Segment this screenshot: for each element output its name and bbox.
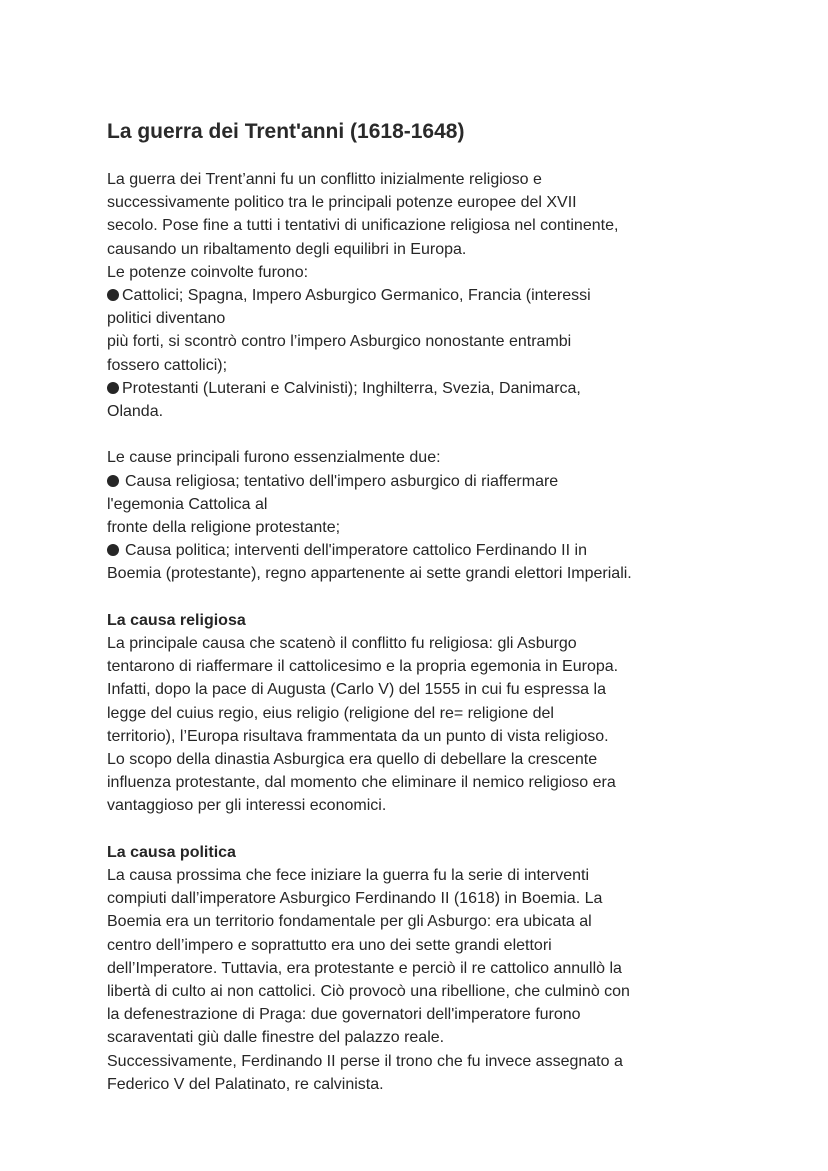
text-line: Successivamente, Ferdinando II perse il trono che fu invece assegnato a [107, 1052, 623, 1070]
paragraph-spacer [107, 423, 747, 446]
religious-cause-section [107, 609, 747, 818]
bullet-item-catholics [107, 284, 747, 307]
section-heading: La causa religiosa [107, 611, 246, 629]
text-line: territorio), l’Europa risultava frammentata da un punto di vista religioso. [107, 727, 609, 745]
bullet-item-protestants [107, 377, 747, 400]
text-line: Le cause principali furono essenzialmente due: [107, 449, 441, 467]
bullet-icon [107, 289, 119, 301]
text-line: La guerra dei Trent’anni fu un conflitto inizialmente religioso e [107, 171, 542, 188]
text-line: vantaggioso per gli interessi economici. [107, 797, 387, 815]
text-line: Olanda. [107, 403, 164, 421]
text-line: compiuti dall’imperatore Asburgico Ferdinando II (1618) in Boemia. La [107, 890, 603, 908]
text-line: fronte della religione protestante; [107, 519, 341, 537]
text-line: legge del cuius regio, eius religio (religione del re= religione del [107, 704, 554, 722]
text-line: Boemia era un territorio fondamentale per gli Asburgo: era ubicata al [107, 913, 592, 931]
text-line: Boemia (protestante), regno appartenente ai sette grandi elettori Imperiali. [107, 565, 632, 583]
text-line: La principale causa che scatenò il conflitto fu religiosa: gli Asburgo [107, 635, 577, 653]
text-line: centro dell’impero e soprattutto era uno dei sette grandi elettori [107, 936, 552, 954]
causes-paragraph [107, 446, 747, 585]
bullet-icon [107, 475, 119, 487]
text-line: più forti, si scontrò contro l’impero Asburgico nonostante entrambi [107, 333, 572, 351]
paragraph-spacer [107, 586, 747, 609]
bullet-text: Causa politica; interventi dell'imperatore cattolico Ferdinando II in [125, 542, 587, 560]
document-page [107, 112, 747, 1096]
text-line: La causa prossima che fece iniziare la guerra fu la serie di interventi [107, 867, 590, 885]
political-cause-section [107, 841, 747, 1096]
text-line: Le potenze coinvolte furono: [107, 263, 309, 281]
text-line: successivamente politico tra le principali potenze europee del XVII [107, 194, 577, 212]
text-line: l'egemonia Cattolica al [107, 495, 268, 513]
text-line: secolo. Pose fine a tutti i tentativi di unificazione religiosa nel continente, [107, 217, 619, 235]
text-line: la defenestrazione di Praga: due governatori dell'imperatore furono [107, 1006, 581, 1024]
paragraph-spacer [107, 818, 747, 841]
text-line: tentarono di riaffermare il cattolicesimo e la propria egemonia in Europa. [107, 658, 619, 676]
text-line: politici diventano [107, 310, 226, 328]
bullet-icon [107, 544, 119, 556]
text-line: fossero cattolici); [107, 356, 228, 374]
text-line: Infatti, dopo la pace di Augusta (Carlo V) del 1555 in cui fu espressa la [107, 681, 606, 699]
document-title: La guerra dei Trent'anni (1618-1648) [107, 120, 465, 143]
bullet-item-political-cause [107, 539, 747, 562]
section-heading: La causa politica [107, 843, 236, 861]
bullet-text: Causa religiosa; tentativo dell'impero asburgico di riaffermare [125, 472, 559, 490]
text-line: causando un ribaltamento degli equilibri in Europa. [107, 240, 467, 258]
text-line: Federico V del Palatinato, re calvinista. [107, 1075, 384, 1093]
bullet-text: Protestanti (Luterani e Calvinisti); Inghilterra, Svezia, Danimarca, [122, 379, 581, 397]
intro-paragraph [107, 168, 747, 423]
text-line: scaraventati giù dalle finestre del palazzo reale. [107, 1029, 445, 1047]
bullet-icon [107, 382, 119, 394]
text-line: libertà di culto ai non cattolici. Ciò provocò una ribellione, che culminò con [107, 983, 630, 1001]
text-line: influenza protestante, dal momento che eliminare il nemico religioso era [107, 774, 616, 792]
bullet-item-religious-cause [107, 470, 747, 493]
bullet-text: Cattolici; Spagna, Impero Asburgico Germanico, Francia (interessi [122, 287, 591, 305]
text-line: dell’Imperatore. Tuttavia, era protestante e perciò il re cattolico annullò la [107, 959, 622, 977]
text-line: Lo scopo della dinastia Asburgica era quello di debellare la crescente [107, 751, 598, 769]
